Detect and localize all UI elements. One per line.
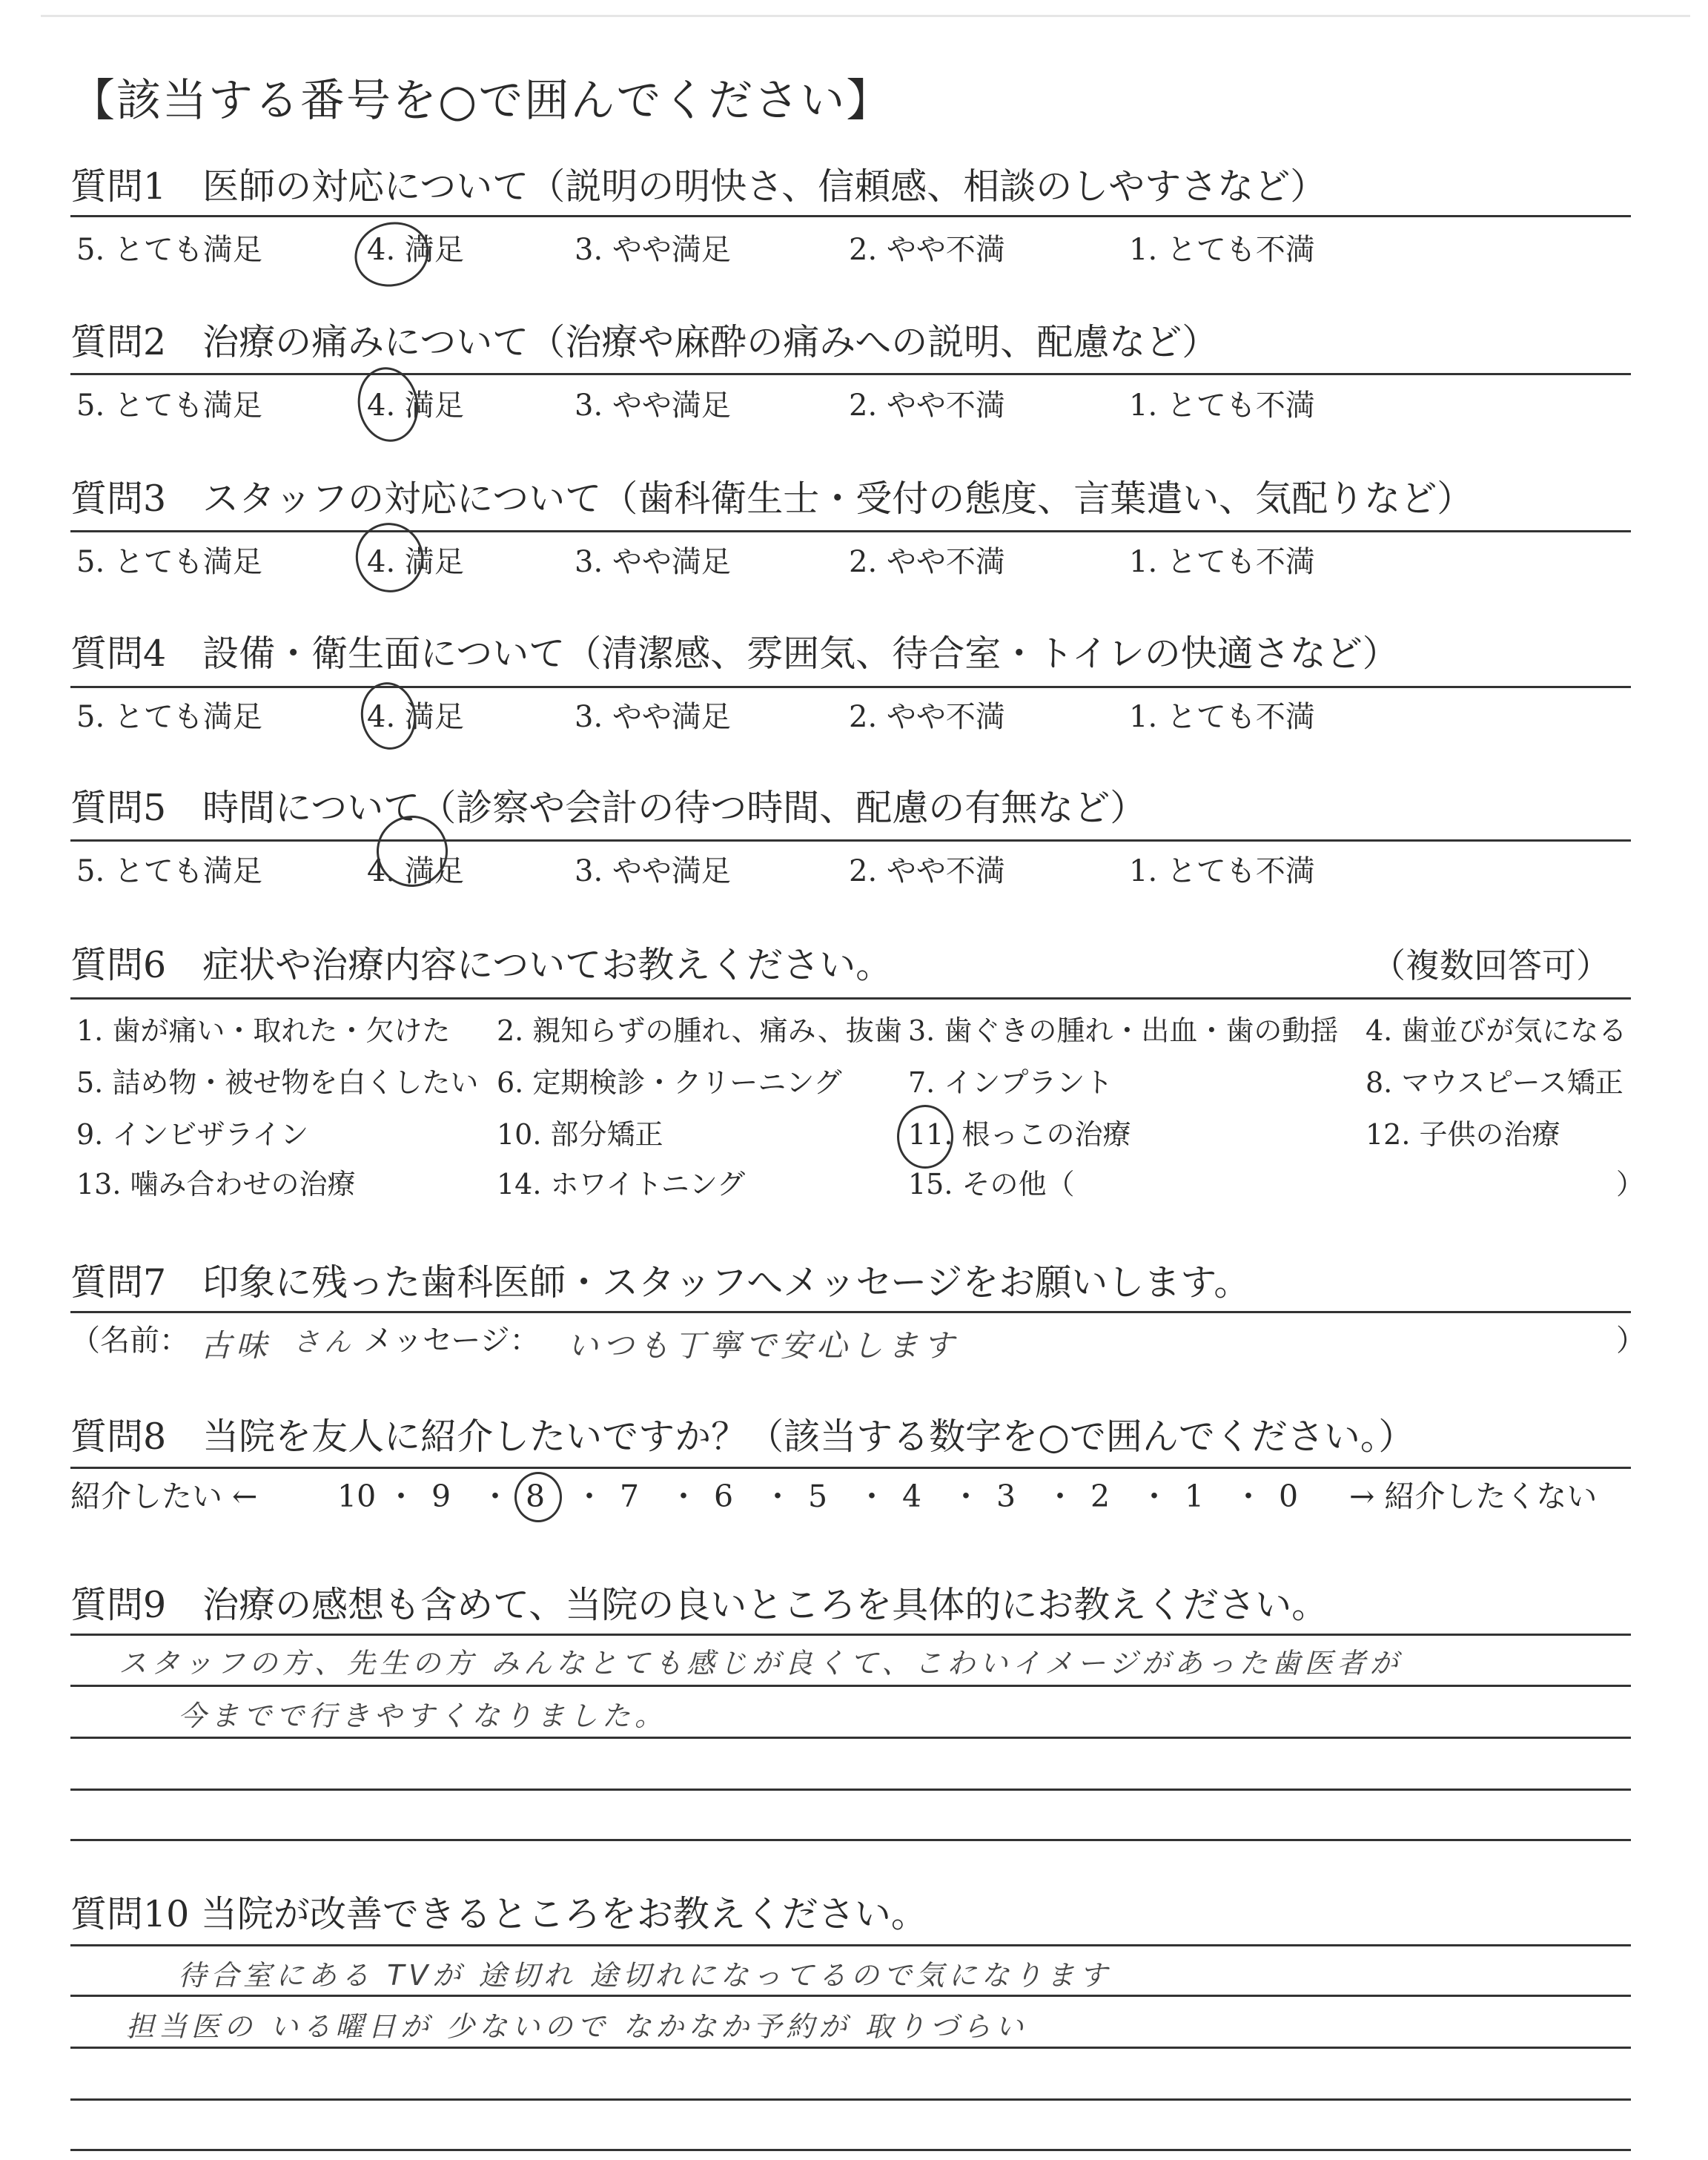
question-6-note: （複数回答可） <box>1371 945 1610 985</box>
q8-scale-value[interactable]: 3 <box>996 1479 1016 1514</box>
q7-name-suffix: さん <box>293 1327 356 1358</box>
q10-answer-line-1[interactable]: 待合室にある TVが 途切れ 途切れになってるので気になります <box>178 1959 1112 1992</box>
q8-selection-circle <box>514 1472 562 1522</box>
q6-selection-circle <box>897 1105 953 1169</box>
question-6-rule <box>70 997 1631 1000</box>
question-8-rule <box>70 1467 1631 1469</box>
question-4-title: 質問4 設備・衛生面について（清潔感、雰囲気、待合室・トイレの快適さなど） <box>70 633 1399 675</box>
q6-option-1[interactable]: 1. 歯が痛い・取れた・欠けた <box>76 1014 451 1047</box>
q3-option-5[interactable]: 5. とても満足 <box>76 545 262 579</box>
q9-answer-line-1[interactable]: スタッフの方、先生の方 みんなとても感じが良くて、こわいイメージがあった歯医者が <box>119 1647 1403 1680</box>
q1-option-2[interactable]: 2. やや不満 <box>849 233 1005 267</box>
q6-option-6[interactable]: 6. 定期検診・クリーニング <box>497 1066 842 1099</box>
q6-option-8[interactable]: 8. マウスピース矯正 <box>1366 1066 1623 1099</box>
q9-line-5 <box>70 1839 1631 1841</box>
q8-scale-value[interactable]: 10 <box>337 1479 377 1514</box>
q1-option-3[interactable]: 3. やや満足 <box>575 233 731 267</box>
q8-scale-value[interactable]: 1 <box>1185 1479 1205 1514</box>
q8-scale-separator: ・ <box>1045 1479 1076 1514</box>
q4-selection-circle <box>357 678 420 753</box>
q8-scale-value[interactable]: 2 <box>1090 1479 1110 1514</box>
question-2-title: 質問2 治療の痛みについて（治療や麻酔の痛みへの説明、配慮など） <box>70 321 1219 363</box>
q8-scale-separator: ・ <box>480 1479 511 1514</box>
q8-scale-value[interactable]: 8 <box>526 1479 546 1514</box>
question-4-rule <box>70 686 1631 688</box>
q6-option-5[interactable]: 5. 詰め物・被せ物を白くしたい <box>76 1066 479 1099</box>
question-5-title: 質問5 時間について（診察や会計の待つ時間、配慮の有無など） <box>70 787 1147 829</box>
q6-option-15[interactable]: 15. その他（ <box>908 1168 1075 1200</box>
q8-scale-separator: ・ <box>1233 1479 1264 1514</box>
q4-option-5[interactable]: 5. とても満足 <box>76 700 262 734</box>
q9-answer-line-2[interactable]: 今までで行きやすくなりました。 <box>178 1700 668 1732</box>
q5-option-3[interactable]: 3. やや満足 <box>575 854 731 888</box>
q8-scale-value[interactable]: 7 <box>620 1479 640 1514</box>
question-3-rule <box>70 530 1631 532</box>
question-3-title: 質問3 スタッフの対応について（歯科衛生士・受付の態度、言葉遣い、気配りなど） <box>70 478 1474 520</box>
question-2-rule <box>70 373 1631 375</box>
q2-option-4[interactable]: 4. 満足 <box>367 389 464 423</box>
question-9-title: 質問9 治療の感想も含めて、当院の良いところを具体的にお教えください。 <box>70 1584 1328 1626</box>
q4-option-1[interactable]: 1. とても不満 <box>1129 700 1315 734</box>
q6-option-7[interactable]: 7. インプラント <box>908 1066 1113 1099</box>
q5-option-4[interactable]: 4. 満足 <box>367 854 464 888</box>
q6-option-9[interactable]: 9. インビザライン <box>76 1118 309 1151</box>
q8-scale-value[interactable]: 5 <box>808 1479 828 1514</box>
q1-option-5[interactable]: 5. とても満足 <box>76 233 262 267</box>
q6-option-13[interactable]: 13. 噛み合わせの治療 <box>76 1168 356 1200</box>
q7-message-label: メッセージ： <box>363 1324 540 1358</box>
q6-option-3[interactable]: 3. 歯ぐきの腫れ・出血・歯の動揺 <box>908 1014 1339 1047</box>
q1-option-4[interactable]: 4. 満足 <box>367 233 464 267</box>
q8-scale-value[interactable]: 0 <box>1279 1479 1299 1514</box>
q3-option-3[interactable]: 3. やや満足 <box>575 545 731 579</box>
q5-option-1[interactable]: 1. とても不満 <box>1129 854 1315 888</box>
q8-scale-separator: ・ <box>668 1479 699 1514</box>
q9-line-4 <box>70 1789 1631 1791</box>
q4-option-4[interactable]: 4. 満足 <box>367 700 464 734</box>
q3-option-1[interactable]: 1. とても不満 <box>1129 545 1315 579</box>
q8-scale-value[interactable]: 4 <box>902 1479 922 1514</box>
q6-option-15-close: ） <box>1616 1168 1645 1200</box>
q5-option-2[interactable]: 2. やや不満 <box>849 854 1005 888</box>
q8-scale-separator: ・ <box>1139 1479 1170 1514</box>
q8-scale-separator: ・ <box>856 1479 887 1514</box>
q3-selection-circle <box>346 513 434 601</box>
question-6-title: 質問6 症状や治療内容についてお教えください。 <box>70 944 893 986</box>
q3-option-2[interactable]: 2. やや不満 <box>849 545 1005 579</box>
q8-scale-separator: ・ <box>574 1479 605 1514</box>
q1-selection-circle <box>348 214 437 294</box>
q9-line-3 <box>70 1737 1631 1739</box>
question-7-title: 質問7 印象に残った歯科医師・スタッフへメッセージをお願いします。 <box>70 1261 1251 1304</box>
q2-option-1[interactable]: 1. とても不満 <box>1129 389 1315 423</box>
q10-answer-line-2[interactable]: 担当医の いる曜日が 少ないので なかなか予約が 取りづらい <box>126 2010 1028 2043</box>
q7-name-value[interactable]: 古味 <box>200 1327 272 1364</box>
q2-option-5[interactable]: 5. とても満足 <box>76 389 262 423</box>
q7-message-value[interactable]: いつも丁寧で安心します <box>567 1327 959 1364</box>
question-1-rule <box>70 215 1631 217</box>
survey-heading: 【該当する番号を○で囲んでください】 <box>70 75 893 127</box>
q2-option-2[interactable]: 2. やや不満 <box>849 389 1005 423</box>
q6-option-4[interactable]: 4. 歯並びが気になる <box>1366 1014 1627 1047</box>
scan-top-edge <box>41 15 1690 17</box>
question-10-title: 質問10 当院が改善できるところをお教えください。 <box>70 1893 927 1935</box>
q8-scale-separator: ・ <box>762 1479 793 1514</box>
q8-scale-separator: ・ <box>385 1479 417 1514</box>
q6-option-12[interactable]: 12. 子供の治療 <box>1366 1118 1560 1151</box>
question-5-rule <box>70 839 1631 842</box>
q7-close-paren: ） <box>1616 1324 1646 1358</box>
q8-scale-value[interactable]: 6 <box>714 1479 734 1514</box>
q7-name-label: （名前： <box>70 1324 189 1358</box>
q8-left-label: 紹介したい ← <box>70 1479 258 1514</box>
q4-option-2[interactable]: 2. やや不満 <box>849 700 1005 734</box>
q8-scale-value[interactable]: 9 <box>431 1479 451 1514</box>
q6-option-2[interactable]: 2. 親知らずの腫れ、痛み、抜歯 <box>497 1014 902 1047</box>
q6-option-10[interactable]: 10. 部分矯正 <box>497 1118 663 1151</box>
q5-option-5[interactable]: 5. とても満足 <box>76 854 262 888</box>
q10-line-1 <box>70 1944 1631 1946</box>
q9-line-2 <box>70 1685 1631 1687</box>
question-8-title: 質問8 当院を友人に紹介したいですか？（該当する数字を○で囲んでください。） <box>70 1416 1415 1458</box>
q10-line-4 <box>70 2098 1631 2101</box>
q10-line-5 <box>70 2149 1631 2151</box>
q8-scale-separator: ・ <box>950 1479 982 1514</box>
q10-line-3 <box>70 2047 1631 2049</box>
q2-option-3[interactable]: 3. やや満足 <box>575 389 731 423</box>
q6-option-14[interactable]: 14. ホワイトニング <box>497 1168 746 1200</box>
question-7-rule <box>70 1311 1631 1313</box>
question-1-title: 質問1 医師の対応について（説明の明快さ、信頼感、相談のしやすさなど） <box>70 165 1327 208</box>
q9-line-1 <box>70 1634 1631 1636</box>
q10-line-2 <box>70 1995 1631 1997</box>
q8-right-label: → 紹介したくない <box>1349 1479 1598 1514</box>
q1-option-1[interactable]: 1. とても不満 <box>1129 233 1315 267</box>
q6-option-11[interactable]: 11. 根っこの治療 <box>908 1118 1131 1151</box>
q3-option-4[interactable]: 4. 満足 <box>367 545 464 579</box>
q4-option-3[interactable]: 3. やや満足 <box>575 700 731 734</box>
